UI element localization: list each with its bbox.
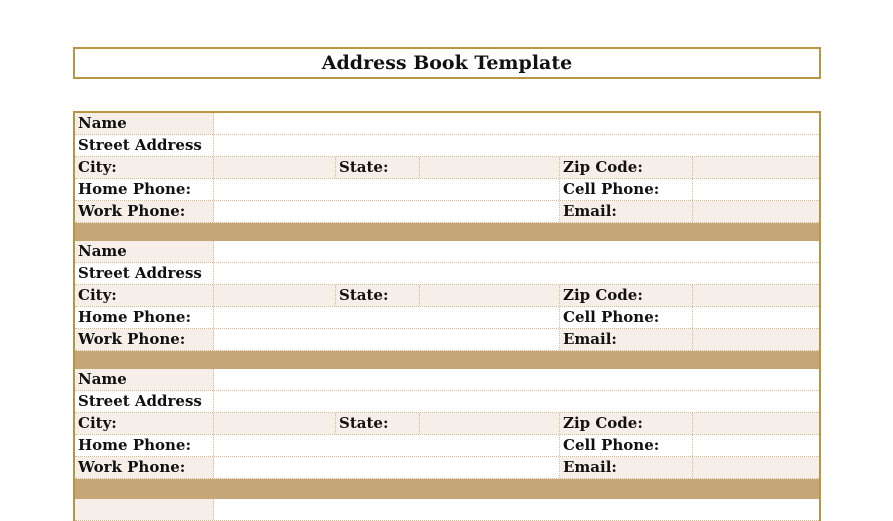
zip-code-field[interactable] [693, 157, 819, 178]
home-phone-field[interactable] [214, 307, 560, 328]
entry-row [75, 241, 819, 263]
street-address-field[interactable] [214, 263, 819, 284]
street-address-label: Street Address [75, 391, 214, 412]
entry-row [75, 391, 819, 413]
state-label: State: [336, 285, 420, 306]
entry-row [75, 369, 819, 391]
email-label: Email: [560, 457, 693, 478]
zip-code-label: Zip Code: [560, 413, 693, 434]
home-phone-field[interactable] [214, 179, 560, 200]
entry-separator [75, 223, 819, 241]
work-phone-label: Work Phone: [75, 329, 214, 350]
zip-code-label: Zip Code: [560, 285, 693, 306]
entry-row [75, 435, 819, 457]
email-label: Email: [560, 201, 693, 222]
state-field[interactable] [420, 157, 560, 178]
city-field[interactable] [214, 413, 336, 434]
entry-row [75, 201, 819, 223]
work-phone-field[interactable] [214, 201, 560, 222]
city-field[interactable] [214, 285, 336, 306]
city-label: City: [75, 413, 214, 434]
home-phone-label: Home Phone: [75, 307, 214, 328]
entry-row [75, 135, 819, 157]
entry-row [75, 157, 819, 179]
entry-row [75, 285, 819, 307]
email-field[interactable] [693, 329, 819, 350]
home-phone-label: Home Phone: [75, 179, 214, 200]
email-field[interactable] [693, 201, 819, 222]
address-entry [75, 113, 819, 241]
entry-separator [75, 351, 819, 369]
cell-phone-field[interactable] [693, 307, 819, 328]
cell-phone-label: Cell Phone: [560, 435, 693, 456]
street-address-field[interactable] [214, 391, 819, 412]
entry-row [75, 457, 819, 479]
title-box [73, 47, 821, 79]
work-phone-field[interactable] [214, 329, 560, 350]
name-label: Name [75, 241, 214, 262]
entry-separator [75, 479, 819, 499]
entry-row [75, 329, 819, 351]
cell-phone-field[interactable] [693, 179, 819, 200]
state-label: State: [336, 157, 420, 178]
state-label: State: [336, 413, 420, 434]
email-field[interactable] [693, 457, 819, 478]
name-field[interactable] [214, 241, 819, 262]
address-entry [75, 369, 819, 499]
name-label: Name [75, 113, 214, 134]
work-phone-label: Work Phone: [75, 457, 214, 478]
cell-phone-label: Cell Phone: [560, 179, 693, 200]
city-label: City: [75, 157, 214, 178]
city-field[interactable] [214, 157, 336, 178]
city-label: City: [75, 285, 214, 306]
entry-row [75, 263, 819, 285]
home-phone-field[interactable] [214, 435, 560, 456]
zip-code-label: Zip Code: [560, 157, 693, 178]
address-book-table [73, 111, 821, 521]
page-title: Address Book Template [321, 52, 573, 74]
name-label [75, 499, 214, 520]
work-phone-field[interactable] [214, 457, 560, 478]
street-address-label: Street Address [75, 263, 214, 284]
work-phone-label: Work Phone: [75, 201, 214, 222]
state-field[interactable] [420, 285, 560, 306]
entry-row [75, 113, 819, 135]
street-address-field[interactable] [214, 135, 819, 156]
entry-row [75, 499, 819, 521]
name-field[interactable] [214, 369, 819, 390]
cell-phone-label: Cell Phone: [560, 307, 693, 328]
entry-row [75, 307, 819, 329]
cell-phone-field[interactable] [693, 435, 819, 456]
home-phone-label: Home Phone: [75, 435, 214, 456]
name-field[interactable] [214, 113, 819, 134]
address-entry [75, 241, 819, 369]
email-label: Email: [560, 329, 693, 350]
street-address-label: Street Address [75, 135, 214, 156]
zip-code-field[interactable] [693, 285, 819, 306]
entry-row [75, 179, 819, 201]
zip-code-field[interactable] [693, 413, 819, 434]
state-field[interactable] [420, 413, 560, 434]
name-label: Name [75, 369, 214, 390]
entry-row [75, 413, 819, 435]
